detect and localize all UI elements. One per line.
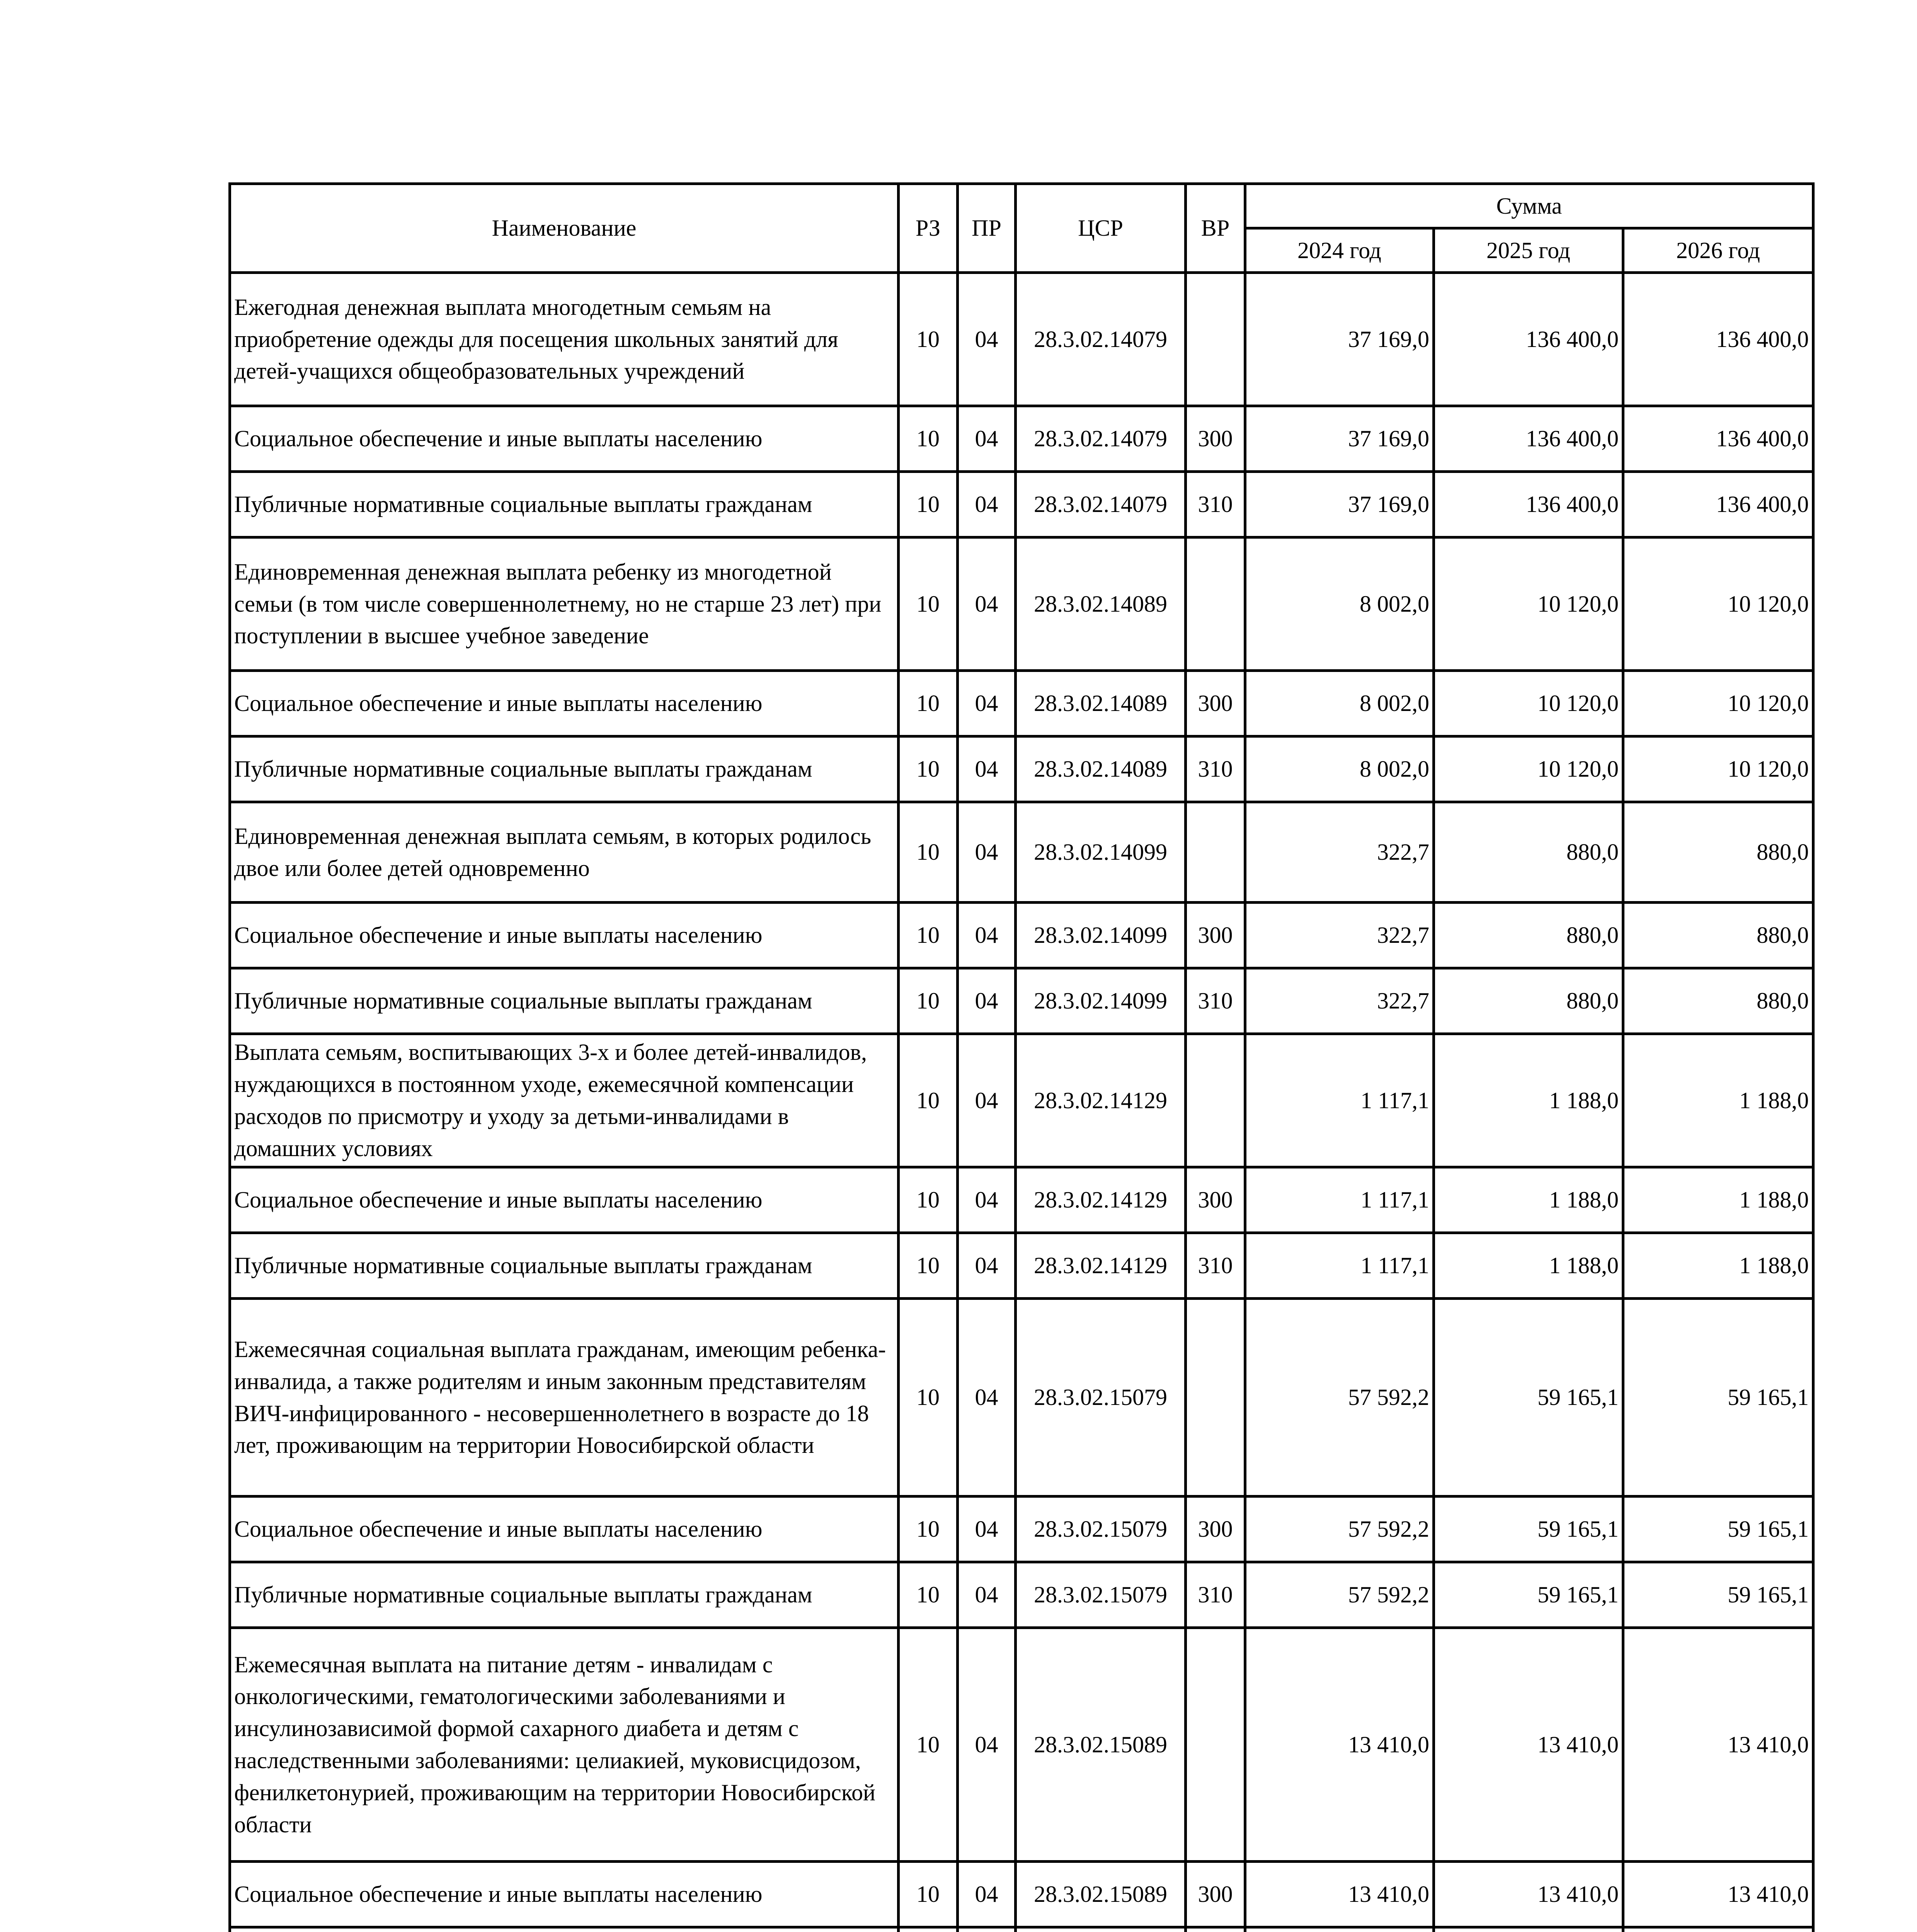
- cell-2026: 880,0: [1623, 802, 1813, 903]
- cell-2026: 136 400,0: [1623, 472, 1813, 537]
- cell-csr: 28.3.02.15089: [1016, 1862, 1186, 1927]
- cell-vr: 310: [1186, 1233, 1245, 1299]
- cell-2024: 1 117,1: [1245, 1167, 1434, 1233]
- cell-pr: 04: [958, 472, 1016, 537]
- cell-2024: 57 592,2: [1245, 1497, 1434, 1562]
- cell-vr: [1186, 1299, 1245, 1497]
- cell-vr: [1186, 1927, 1245, 1932]
- cell-csr: 28.3.02.14079: [1016, 406, 1186, 472]
- table-row: [230, 1299, 1813, 1497]
- cell-pr: 04: [958, 1562, 1016, 1628]
- cell-2026: 136 400,0: [1623, 406, 1813, 472]
- cell-pr: 04: [958, 1862, 1016, 1927]
- cell-2026: 1 188,0: [1623, 1167, 1813, 1233]
- cell-vr: 310: [1186, 736, 1245, 802]
- table-row: [230, 1862, 1813, 1927]
- cell-2024: 13 410,0: [1245, 1862, 1434, 1927]
- cell-2025: 10 120,0: [1434, 671, 1623, 736]
- cell-vr: 310: [1186, 472, 1245, 537]
- cell-csr: 28.3.02.14089: [1016, 537, 1186, 671]
- cell-2024: 1 117,1: [1245, 1034, 1434, 1167]
- header-year-2024: 2024 год: [1245, 228, 1434, 273]
- cell-2026: 59 165,1: [1623, 1562, 1813, 1628]
- cell-name: Публичные нормативные социальные выплаты гражданам: [230, 1562, 899, 1628]
- cell-name: [230, 1927, 899, 1932]
- cell-vr: 300: [1186, 1862, 1245, 1927]
- table-row: [230, 273, 1813, 406]
- cell-csr: 28.3.02.14099: [1016, 968, 1186, 1034]
- table-row: [230, 968, 1813, 1034]
- cell-csr: [1016, 1927, 1186, 1932]
- cell-vr: [1186, 802, 1245, 903]
- cell-rz: 10: [899, 537, 958, 671]
- table-row: [230, 1167, 1813, 1233]
- cell-2025: 10 120,0: [1434, 537, 1623, 671]
- cell-vr: [1186, 537, 1245, 671]
- cell-2024: 57 592,2: [1245, 1562, 1434, 1628]
- cell-2024: 13 410,0: [1245, 1628, 1434, 1862]
- header-year-2025: 2025 год: [1434, 228, 1623, 273]
- cell-rz: 10: [899, 1299, 958, 1497]
- cell-vr: 310: [1186, 1562, 1245, 1628]
- cell-2024: 8 002,0: [1245, 537, 1434, 671]
- table-row: [230, 736, 1813, 802]
- cell-2024: 37 169,0: [1245, 273, 1434, 406]
- cell-2024: 322,7: [1245, 968, 1434, 1034]
- table-row: [230, 1034, 1813, 1167]
- cell-2026: 59 165,1: [1623, 1497, 1813, 1562]
- cell-2025: 880,0: [1434, 903, 1623, 968]
- cell-2025: 136 400,0: [1434, 472, 1623, 537]
- cell-2025: 1 188,0: [1434, 1233, 1623, 1299]
- cell-csr: 28.3.02.14129: [1016, 1167, 1186, 1233]
- cell-csr: 28.3.02.14089: [1016, 736, 1186, 802]
- cell-csr: 28.3.02.14079: [1016, 273, 1186, 406]
- cell-2025: 13 410,0: [1434, 1862, 1623, 1927]
- table-row: [230, 406, 1813, 472]
- cell-vr: 300: [1186, 903, 1245, 968]
- header-csr: ЦСР: [1016, 184, 1186, 273]
- cell-csr: 28.3.02.15079: [1016, 1299, 1186, 1497]
- cell-pr: 04: [958, 968, 1016, 1034]
- cell-2024: 8 002,0: [1245, 671, 1434, 736]
- cell-name: Выплата семьям, воспитывающих 3-х и более детей-инвалидов, нуждающихся в постоянном уходе, ежемесячной компенсации расходов по присмотру и уходу за детьми-инвалидами в домашних условиях: [230, 1034, 899, 1167]
- cell-rz: 10: [899, 1233, 958, 1299]
- table-row: [230, 802, 1813, 903]
- cell-pr: 04: [958, 273, 1016, 406]
- cell-2024: 57 592,2: [1245, 1299, 1434, 1497]
- cell-csr: 28.3.02.14089: [1016, 671, 1186, 736]
- cell-pr: [958, 1927, 1016, 1932]
- cell-name: Публичные нормативные социальные выплаты гражданам: [230, 472, 899, 537]
- cell-vr: 300: [1186, 1497, 1245, 1562]
- cell-2025: 1 188,0: [1434, 1034, 1623, 1167]
- cell-2025: 10 120,0: [1434, 736, 1623, 802]
- cell-2025: 59 165,1: [1434, 1562, 1623, 1628]
- cell-csr: 28.3.02.15079: [1016, 1562, 1186, 1628]
- cell-rz: 10: [899, 1167, 958, 1233]
- header-year-2026: 2026 год: [1623, 228, 1813, 273]
- cell-pr: 04: [958, 406, 1016, 472]
- cell-2026: 10 120,0: [1623, 671, 1813, 736]
- cell-pr: 04: [958, 1497, 1016, 1562]
- cell-2025: [1434, 1927, 1623, 1932]
- cell-rz: [899, 1927, 958, 1932]
- cell-pr: 04: [958, 537, 1016, 671]
- cell-2026: 1 188,0: [1623, 1233, 1813, 1299]
- cell-csr: 28.3.02.15089: [1016, 1628, 1186, 1862]
- cell-2024: 37 169,0: [1245, 472, 1434, 537]
- cell-pr: 04: [958, 736, 1016, 802]
- cell-2024: 37 169,0: [1245, 406, 1434, 472]
- header-name: Наименование: [230, 184, 899, 273]
- table-row: [230, 472, 1813, 537]
- table-row: [230, 537, 1813, 671]
- cell-vr: 300: [1186, 671, 1245, 736]
- cell-rz: 10: [899, 903, 958, 968]
- cell-2025: 59 165,1: [1434, 1299, 1623, 1497]
- cell-2025: 136 400,0: [1434, 273, 1623, 406]
- cell-vr: 300: [1186, 1167, 1245, 1233]
- cell-name: Публичные нормативные социальные выплаты гражданам: [230, 968, 899, 1034]
- cell-vr: [1186, 273, 1245, 406]
- cell-name: Ежегодная денежная выплата многодетным семьям на приобретение одежды для посещения школьных занятий для детей-учащихся общеобразовательных учреждений: [230, 273, 899, 406]
- cell-csr: 28.3.02.15079: [1016, 1497, 1186, 1562]
- cell-2025: 59 165,1: [1434, 1497, 1623, 1562]
- table-header: [230, 184, 1813, 273]
- cell-pr: 04: [958, 802, 1016, 903]
- cell-name: Единовременная денежная выплата семьям, в которых родилось двое или более детей одновременно: [230, 802, 899, 903]
- cell-2026: 10 120,0: [1623, 537, 1813, 671]
- cell-2025: 880,0: [1434, 802, 1623, 903]
- cell-csr: 28.3.02.14079: [1016, 472, 1186, 537]
- cell-name: Социальное обеспечение и иные выплаты населению: [230, 406, 899, 472]
- cell-2026: [1623, 1927, 1813, 1932]
- cell-vr: 310: [1186, 968, 1245, 1034]
- table-row: [230, 1927, 1813, 1932]
- cell-2026: 880,0: [1623, 968, 1813, 1034]
- cell-rz: 10: [899, 472, 958, 537]
- cell-2026: 1 188,0: [1623, 1034, 1813, 1167]
- table-row: [230, 1562, 1813, 1628]
- cell-name: Социальное обеспечение и иные выплаты населению: [230, 1497, 899, 1562]
- cell-name: Ежемесячная социальная выплата гражданам, имеющим ребенка-инвалида, а также родителям и иным законным представителям ВИЧ-инфицированного - несовершеннолетнего в возрасте до 18 лет, проживающим на территории Новосибирской области: [230, 1299, 899, 1497]
- cell-2026: 13 410,0: [1623, 1628, 1813, 1862]
- cell-pr: 04: [958, 671, 1016, 736]
- cell-rz: 10: [899, 671, 958, 736]
- cell-name: Социальное обеспечение и иные выплаты населению: [230, 903, 899, 968]
- cell-2025: 1 188,0: [1434, 1167, 1623, 1233]
- cell-name: Публичные нормативные социальные выплаты гражданам: [230, 736, 899, 802]
- cell-rz: 10: [899, 273, 958, 406]
- cell-2025: 880,0: [1434, 968, 1623, 1034]
- cell-pr: 04: [958, 1167, 1016, 1233]
- cell-vr: [1186, 1034, 1245, 1167]
- cell-name: Ежемесячная выплата на питание детям - инвалидам с онкологическими, гематологическими заболеваниями и инсулинозависимой формой сахарного диабета и детям с наследственными заболеваниями: целиакией, муковисцидозом, фенилкетонурией, проживающим на территории Новосибирской области: [230, 1628, 899, 1862]
- cell-2025: 13 410,0: [1434, 1628, 1623, 1862]
- table-row: [230, 1233, 1813, 1299]
- header-sum: Сумма: [1245, 184, 1813, 228]
- cell-rz: 10: [899, 1562, 958, 1628]
- cell-name: Социальное обеспечение и иные выплаты населению: [230, 1862, 899, 1927]
- cell-2026: 13 410,0: [1623, 1862, 1813, 1927]
- table-row: [230, 1628, 1813, 1862]
- cell-rz: 10: [899, 406, 958, 472]
- cell-csr: 28.3.02.14099: [1016, 802, 1186, 903]
- cell-rz: 10: [899, 968, 958, 1034]
- cell-pr: 04: [958, 1233, 1016, 1299]
- cell-name: Социальное обеспечение и иные выплаты населению: [230, 1167, 899, 1233]
- cell-2024: [1245, 1927, 1434, 1932]
- header-rz: РЗ: [899, 184, 958, 273]
- cell-csr: 28.3.02.14099: [1016, 903, 1186, 968]
- cell-2024: 322,7: [1245, 802, 1434, 903]
- cell-pr: 04: [958, 1299, 1016, 1497]
- cell-name: Социальное обеспечение и иные выплаты населению: [230, 671, 899, 736]
- cell-2024: 1 117,1: [1245, 1233, 1434, 1299]
- budget-table: [228, 182, 1815, 1932]
- cell-rz: 10: [899, 1862, 958, 1927]
- cell-name: Публичные нормативные социальные выплаты гражданам: [230, 1233, 899, 1299]
- cell-rz: 10: [899, 1497, 958, 1562]
- cell-2024: 322,7: [1245, 903, 1434, 968]
- table-row: [230, 1497, 1813, 1562]
- cell-2026: 10 120,0: [1623, 736, 1813, 802]
- header-vr: ВР: [1186, 184, 1245, 273]
- table-body: [230, 273, 1813, 1932]
- cell-csr: 28.3.02.14129: [1016, 1034, 1186, 1167]
- cell-2025: 136 400,0: [1434, 406, 1623, 472]
- cell-rz: 10: [899, 1628, 958, 1862]
- cell-vr: 300: [1186, 406, 1245, 472]
- cell-2026: 136 400,0: [1623, 273, 1813, 406]
- cell-rz: 10: [899, 802, 958, 903]
- cell-2026: 59 165,1: [1623, 1299, 1813, 1497]
- table-row: [230, 671, 1813, 736]
- cell-pr: 04: [958, 1628, 1016, 1862]
- header-pr: ПР: [958, 184, 1016, 273]
- cell-rz: 10: [899, 1034, 958, 1167]
- cell-2026: 880,0: [1623, 903, 1813, 968]
- cell-pr: 04: [958, 1034, 1016, 1167]
- cell-csr: 28.3.02.14129: [1016, 1233, 1186, 1299]
- cell-rz: 10: [899, 736, 958, 802]
- cell-pr: 04: [958, 903, 1016, 968]
- table-row: [230, 903, 1813, 968]
- cell-2024: 8 002,0: [1245, 736, 1434, 802]
- cell-vr: [1186, 1628, 1245, 1862]
- cell-name: Единовременная денежная выплата ребенку из многодетной семьи (в том числе совершеннолетнему, но не старше 23 лет) при поступлении в высшее учебное заведение: [230, 537, 899, 671]
